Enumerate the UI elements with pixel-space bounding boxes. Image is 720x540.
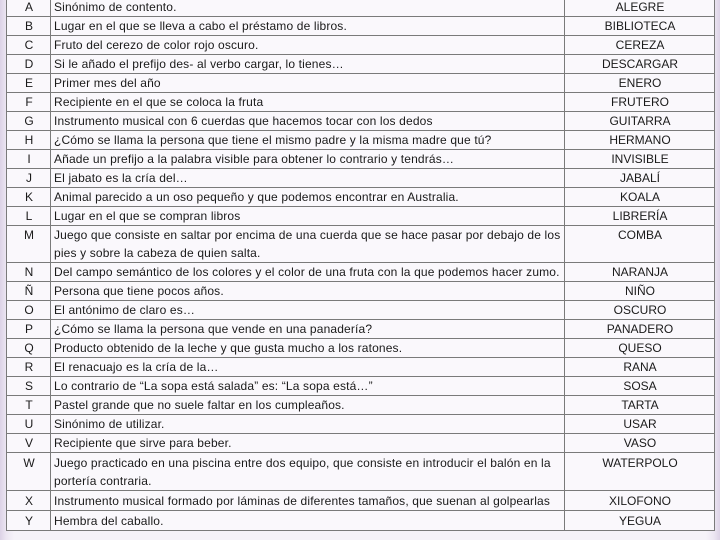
row-letter: O xyxy=(7,301,51,320)
row-letter: D xyxy=(7,55,51,74)
row-letter: G xyxy=(7,112,51,131)
row-definition: El jabato es la cría del… xyxy=(51,169,565,188)
row-letter: T xyxy=(7,396,51,415)
row-letter: F xyxy=(7,93,51,112)
table-row xyxy=(7,415,715,434)
row-definition: Recipiente que sirve para beber. xyxy=(51,434,565,453)
row-letter: M xyxy=(7,226,51,263)
row-letter: P xyxy=(7,320,51,339)
row-letter: Q xyxy=(7,339,51,358)
row-definition: Persona que tiene pocos años. xyxy=(51,282,565,301)
row-answer: PANADERO xyxy=(565,320,715,339)
row-letter: S xyxy=(7,377,51,396)
table-row xyxy=(7,112,715,131)
table-row xyxy=(7,453,715,491)
table-row xyxy=(7,491,715,511)
row-answer: INVISIBLE xyxy=(565,150,715,169)
row-definition: Juego que consiste en saltar por encima de una cuerda que se hace pasar por debajo de los pies y sobre la cabeza de quien salta. xyxy=(51,226,565,263)
row-definition: El renacuajo es la cría de la… xyxy=(51,358,565,377)
table-row xyxy=(7,358,715,377)
row-definition: Animal parecido a un oso pequeño y que podemos encontrar en Australia. xyxy=(51,188,565,207)
row-answer: OSCURO xyxy=(565,301,715,320)
row-definition: El antónimo de claro es… xyxy=(51,301,565,320)
row-answer: TARTA xyxy=(565,396,715,415)
table-row xyxy=(7,36,715,55)
table-row xyxy=(7,169,715,188)
row-definition: Sinónimo de contento. xyxy=(51,0,565,17)
row-definition: Añade un prefijo a la palabra visible para obtener lo contrario y tendrás… xyxy=(51,150,565,169)
row-definition: Fruto del cerezo de color rojo oscuro. xyxy=(51,36,565,55)
row-letter: E xyxy=(7,74,51,93)
table-row xyxy=(7,396,715,415)
row-letter: L xyxy=(7,207,51,226)
table-row xyxy=(7,55,715,74)
row-letter: Ñ xyxy=(7,282,51,301)
row-definition: Producto obtenido de la leche y que gusta mucho a los ratones. xyxy=(51,339,565,358)
row-answer: XILOFONO xyxy=(565,491,715,511)
row-answer: COMBA xyxy=(565,226,715,263)
row-letter: H xyxy=(7,131,51,150)
row-definition: Lugar en el que se lleva a cabo el préstamo de libros. xyxy=(51,17,565,36)
row-letter: V xyxy=(7,434,51,453)
row-definition: Pastel grande que no suele faltar en los cumpleaños. xyxy=(51,396,565,415)
row-definition: Recipiente en el que se coloca la fruta xyxy=(51,93,565,112)
row-definition: ¿Cómo se llama la persona que vende en una panadería? xyxy=(51,320,565,339)
row-letter: I xyxy=(7,150,51,169)
row-answer: SOSA xyxy=(565,377,715,396)
row-definition: Juego practicado en una piscina entre dos equipo, que consiste en introducir el balón en la portería contraria. xyxy=(51,453,565,491)
row-answer: LIBRERÍA xyxy=(565,207,715,226)
row-answer: KOALA xyxy=(565,188,715,207)
row-letter: Y xyxy=(7,511,51,531)
row-letter: R xyxy=(7,358,51,377)
row-answer: NARANJA xyxy=(565,263,715,282)
row-answer: USAR xyxy=(565,415,715,434)
row-answer: YEGUA xyxy=(565,511,715,531)
row-letter: N xyxy=(7,263,51,282)
row-answer: WATERPOLO xyxy=(565,453,715,491)
row-answer: QUESO xyxy=(565,339,715,358)
table-row xyxy=(7,301,715,320)
table-row xyxy=(7,226,715,263)
row-answer: HERMANO xyxy=(565,131,715,150)
row-definition: Sinónimo de utilizar. xyxy=(51,415,565,434)
row-answer: ENERO xyxy=(565,74,715,93)
row-definition: ¿Cómo se llama la persona que tiene el mismo padre y la misma madre que tú? xyxy=(51,131,565,150)
row-definition: Hembra del caballo. xyxy=(51,511,565,531)
alphabet-glossary-table xyxy=(6,0,715,531)
row-answer: GUITARRA xyxy=(565,112,715,131)
table-row xyxy=(7,263,715,282)
row-answer: JABALÍ xyxy=(565,169,715,188)
row-letter: X xyxy=(7,491,51,511)
row-answer: DESCARGAR xyxy=(565,55,715,74)
table-row xyxy=(7,282,715,301)
row-definition: Instrumento musical formado por láminas de diferentes tamaños, que suenan al golpearlas xyxy=(51,491,565,511)
row-letter: W xyxy=(7,453,51,491)
table-row xyxy=(7,74,715,93)
row-answer: RANA xyxy=(565,358,715,377)
table-row xyxy=(7,17,715,36)
table-row xyxy=(7,188,715,207)
row-letter: K xyxy=(7,188,51,207)
table-row xyxy=(7,207,715,226)
table-row xyxy=(7,320,715,339)
table-row xyxy=(7,511,715,531)
table-row xyxy=(7,150,715,169)
row-definition: Si le añado el prefijo des- al verbo cargar, lo tienes… xyxy=(51,55,565,74)
row-letter: C xyxy=(7,36,51,55)
table-row xyxy=(7,93,715,112)
row-letter: B xyxy=(7,17,51,36)
row-answer: ALEGRE xyxy=(565,0,715,17)
row-definition: Del campo semántico de los colores y el color de una fruta con la que podemos hacer zumo. xyxy=(51,263,565,282)
row-answer: FRUTERO xyxy=(565,93,715,112)
row-answer: VASO xyxy=(565,434,715,453)
row-answer: CEREZA xyxy=(565,36,715,55)
row-letter: U xyxy=(7,415,51,434)
table-row xyxy=(7,131,715,150)
table-row xyxy=(7,377,715,396)
row-definition: Instrumento musical con 6 cuerdas que hacemos tocar con los dedos xyxy=(51,112,565,131)
row-letter: J xyxy=(7,169,51,188)
row-definition: Lugar en el que se compran libros xyxy=(51,207,565,226)
table-body xyxy=(7,0,715,531)
table-row xyxy=(7,0,715,17)
row-letter: A xyxy=(7,0,51,17)
table-row xyxy=(7,434,715,453)
table-row xyxy=(7,339,715,358)
row-definition: Lo contrario de “La sopa está salada” es: “La sopa está…” xyxy=(51,377,565,396)
row-definition: Primer mes del año xyxy=(51,74,565,93)
row-answer: NIÑO xyxy=(565,282,715,301)
row-answer: BIBLIOTECA xyxy=(565,17,715,36)
